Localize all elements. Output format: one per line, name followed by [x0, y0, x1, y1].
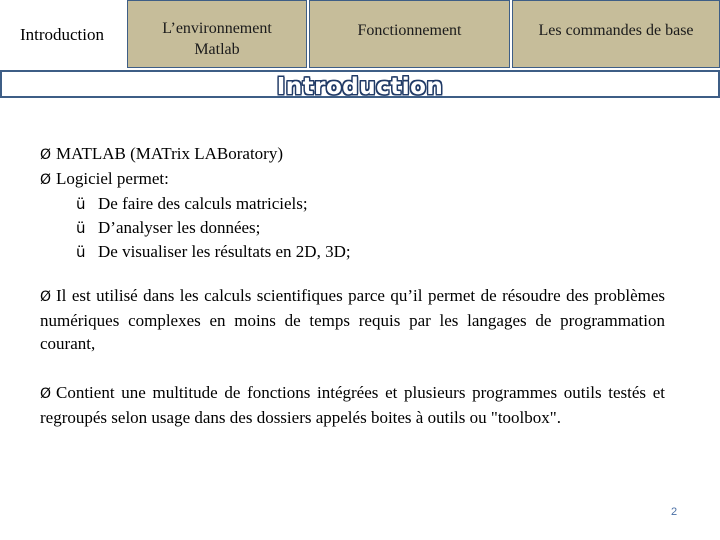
tab-commandes-de-base[interactable] [512, 0, 720, 68]
checkmark-icon: ü [76, 219, 86, 237]
sub-bullet-item [40, 192, 665, 216]
sub-bullet-item [40, 240, 665, 264]
tab-fonctionnement[interactable] [309, 0, 510, 68]
page-number: 2 [670, 506, 678, 518]
paragraph [40, 381, 665, 429]
paragraph-text: Il est utilisé dans les calculs scientifiques parce qu’il permet de résoudre des problèmes numériques complexes en moins de temps requis par les langages de programmation courant, [40, 286, 665, 353]
arrow-bullet-icon: Ø [40, 289, 52, 305]
bullet-item [40, 167, 665, 192]
arrow-bullet-icon: Ø [40, 147, 52, 163]
sub-bullet-text: De visualiser les résultats en 2D, 3D; [98, 242, 351, 261]
tab-commandes-label: Les commandes de base [538, 22, 694, 39]
sub-bullet-text: D’analyser les données; [98, 218, 261, 237]
slide-title: Introduction [276, 74, 444, 100]
checkmark-icon: ü [76, 243, 86, 261]
tab-fonctionnement-label: Fonctionnement [357, 22, 462, 39]
navigation-bar [0, 0, 720, 70]
paragraph-text: Contient une multitude de fonctions intégrées et plusieurs programmes outils testés et regroupés selon usage dans des dossiers appelés boites à outils ou "toolbox". [40, 383, 665, 427]
tab-environnement-label [162, 18, 272, 60]
bullet-item [40, 142, 665, 167]
sub-bullet-text: De faire des calculs matriciels; [98, 194, 308, 213]
slide-content [40, 142, 665, 429]
tab-environnement-matlab[interactable] [127, 0, 307, 68]
checkmark-icon: ü [76, 195, 86, 213]
bullet-text: MATLAB (MATrix LABoratory) [56, 144, 283, 163]
tab-introduction-label: Introduction [19, 24, 105, 44]
tab-environnement-label-line1: L’environnement [162, 20, 272, 37]
tab-environnement-label-line2: Matlab [194, 41, 240, 58]
arrow-bullet-icon: Ø [40, 172, 52, 188]
sub-bullet-item [40, 216, 665, 240]
tab-introduction[interactable] [0, 0, 124, 68]
bullet-text: Logiciel permet: [56, 169, 169, 188]
paragraph [40, 284, 665, 355]
arrow-bullet-icon: Ø [40, 386, 52, 402]
